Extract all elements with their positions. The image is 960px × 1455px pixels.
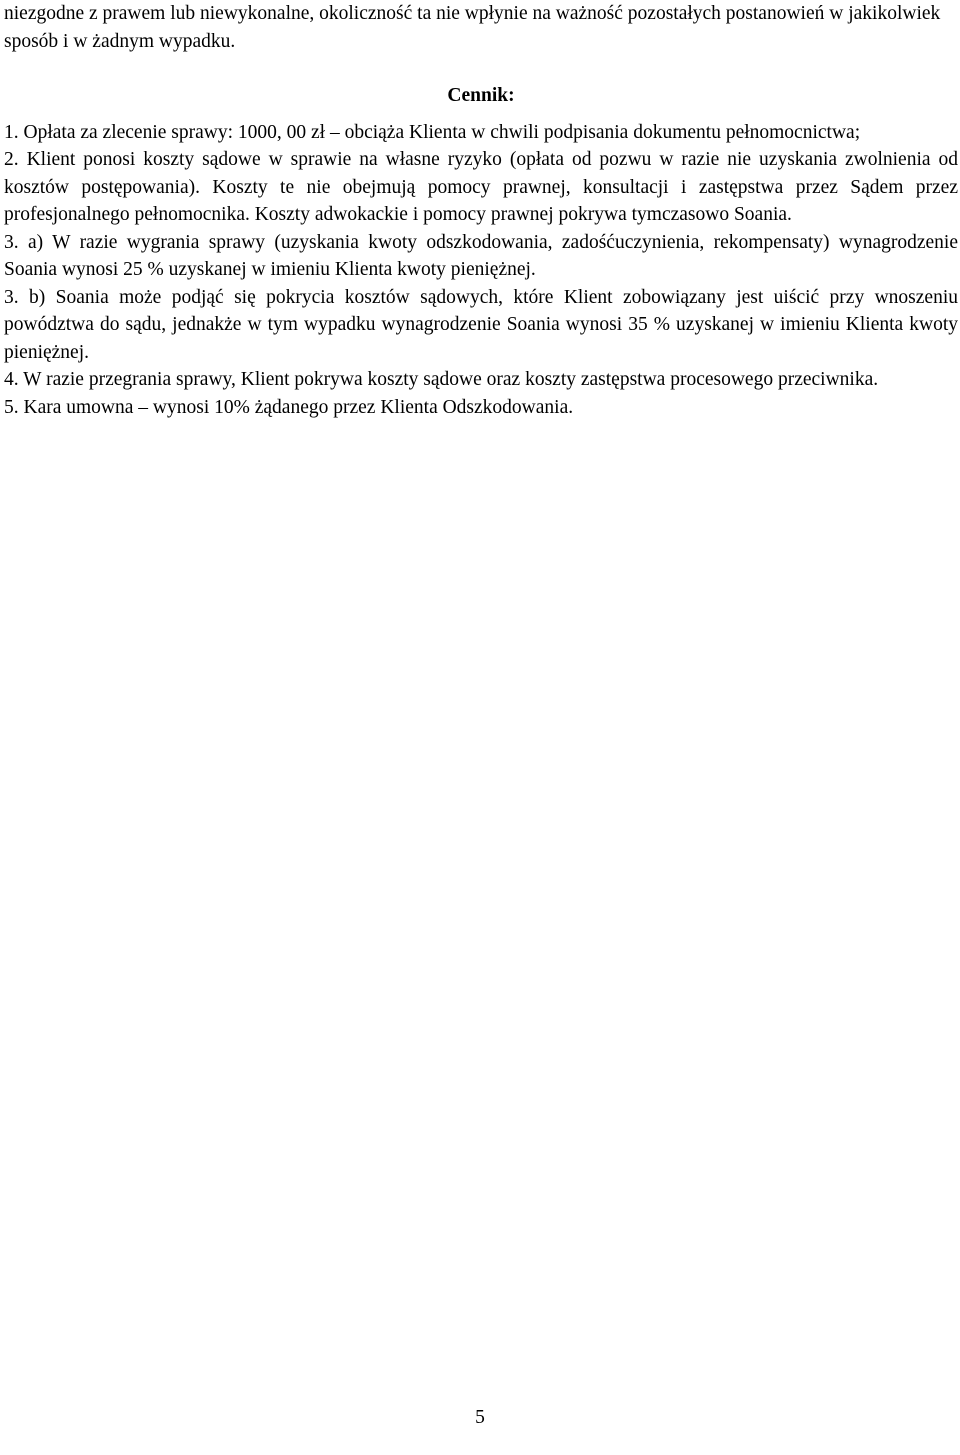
price-list-item: 1. Opłata za zlecenie sprawy: 1000, 00 zł – obciąża Klienta w chwili podpisania dokumentu pełnomocnictwa; xyxy=(4,121,861,143)
price-list-heading: Cennik: xyxy=(447,85,515,106)
price-list xyxy=(4,119,958,422)
price-list-item: 2. Klient ponosi koszty sądowe w sprawie na własne ryzyko (opłata od pozwu w razie nie uzyskania zwolnienia od kosztów postępowania). Koszty te nie obejmują pomocy prawnej, konsultacji i zastępstwa przez Sądem przez profesjonalnego pełnomocnika. Koszty adwokackie i pomocy prawnej pokrywa tymczasowo Soania. xyxy=(4,149,958,225)
price-list-item: 4. W razie przegrania sprawy, Klient pokrywa koszty sądowe oraz koszty zastępstwa procesowego przeciwnika. xyxy=(4,369,879,390)
lead-paragraph: niezgodne z prawem lub niewykonalne, okoliczność ta nie wpłynie na ważność pozostałych postanowień w jakikolwiek sposób i w żadnym wypadku. xyxy=(4,3,941,52)
price-list-item: 3. b) Soania może podjąć się pokrycia kosztów sądowych, które Klient zobowiązany jest uiścić przy wnoszeniu powództwa do sądu, jednakże w tym wypadku wynagrodzenie Soania wynosi 35 % uzyskanej w imieniu Klienta kwoty pieniężnej. xyxy=(4,286,958,363)
page-number: 5 xyxy=(475,1407,485,1428)
price-list-item: 3. a) W razie wygrania sprawy (uzyskania kwoty odszkodowania, zadośćuczynienia, rekompensaty) wynagrodzenie Soania wynosi 25 % uzyskanej w imieniu Klienta kwoty pieniężnej. xyxy=(4,231,958,280)
document-body xyxy=(4,0,958,421)
price-list-item: 5. Kara umowna – wynosi 10% żądanego przez Klienta Odszkodowania. xyxy=(4,396,574,418)
